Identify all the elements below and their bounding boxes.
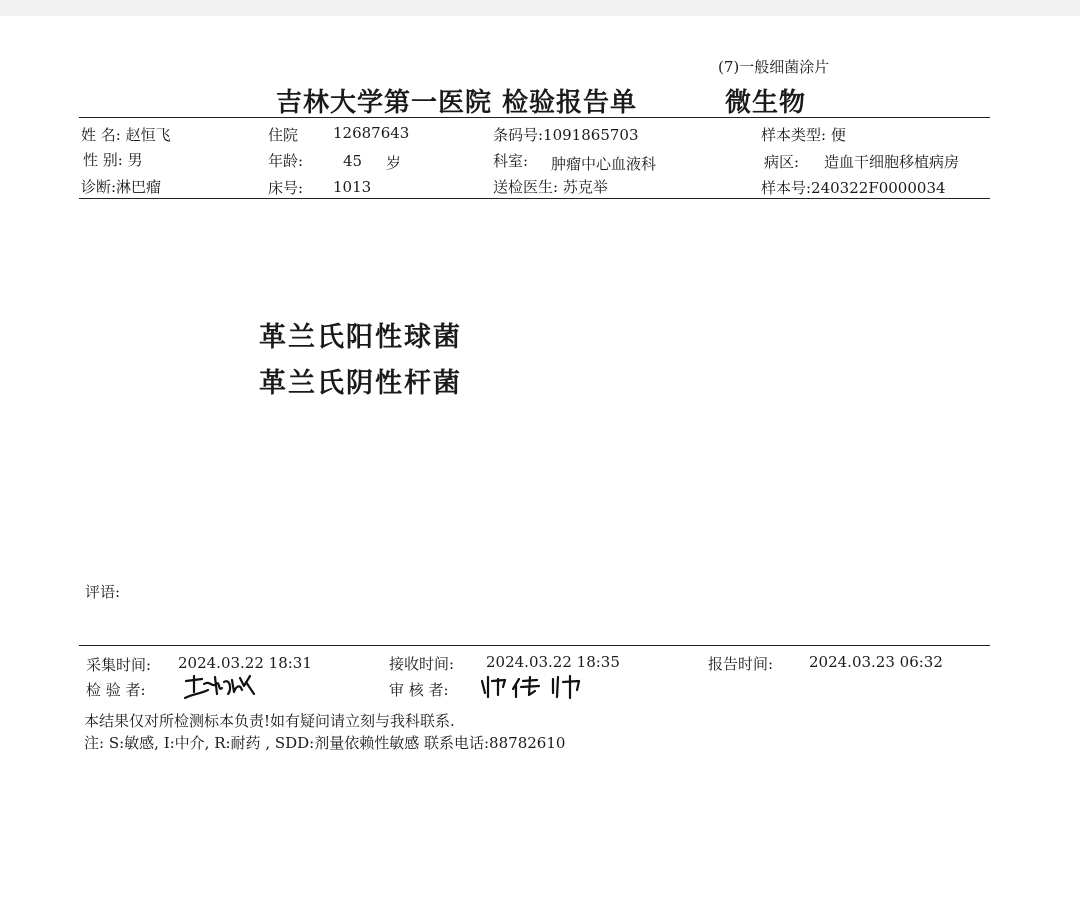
tester-label: 检 验 者: bbox=[86, 681, 146, 699]
admission-label: 住院 bbox=[268, 126, 299, 144]
collect-time-label: 采集时间: bbox=[86, 656, 152, 674]
receive-time: 2024.03.22 18:35 bbox=[486, 653, 620, 671]
patient-diagnosis: 诊断:淋巴瘤 bbox=[81, 178, 162, 196]
patient-name: 姓 名: 赵恒飞 bbox=[81, 126, 171, 144]
bed-number: 1013 bbox=[333, 178, 372, 196]
tester-signature bbox=[182, 672, 262, 702]
sample-type: 样本类型: 便 bbox=[761, 126, 846, 144]
ward-label: 病区: bbox=[764, 153, 800, 171]
report-title: 吉林大学第一医院 检验报告单 bbox=[276, 88, 638, 118]
header-divider-bottom bbox=[79, 198, 990, 199]
age-label: 年龄: bbox=[268, 152, 304, 170]
receive-time-label: 接收时间: bbox=[389, 655, 455, 673]
footer-divider bbox=[79, 645, 990, 646]
disclaimer: 本结果仅对所检测标本负责!如有疑问请立刻与我科联系. bbox=[84, 712, 455, 730]
collect-time: 2024.03.22 18:31 bbox=[178, 654, 312, 672]
report-category: 微生物 bbox=[725, 88, 807, 118]
department: 肿瘤中心血液科 bbox=[551, 155, 657, 173]
top-bar bbox=[0, 0, 1080, 16]
age-value: 45 bbox=[343, 152, 363, 170]
result-item: 革兰氏阳性球菌 bbox=[259, 322, 462, 353]
report-time: 2024.03.23 06:32 bbox=[809, 653, 943, 671]
report-time-label: 报告时间: bbox=[708, 655, 774, 673]
bed-label: 床号: bbox=[268, 179, 304, 197]
comment-label: 评语: bbox=[85, 583, 121, 601]
sample-number: 样本号:240322F0000034 bbox=[761, 179, 946, 197]
barcode: 条码号:1091865703 bbox=[493, 126, 639, 144]
age-unit: 岁 bbox=[386, 154, 402, 172]
department-label: 科室: bbox=[493, 152, 529, 170]
report-subtype: (7)一般细菌涂片 bbox=[718, 58, 830, 76]
header-divider-top bbox=[79, 117, 990, 118]
reviewer-label: 审 核 者: bbox=[389, 681, 449, 699]
result-item: 革兰氏阴性杆菌 bbox=[259, 368, 462, 399]
reviewer-signature bbox=[479, 673, 589, 701]
ward: 造血干细胞移植病房 bbox=[824, 153, 960, 171]
patient-gender: 性 别: 男 bbox=[83, 151, 143, 169]
admission-number: 12687643 bbox=[333, 124, 410, 142]
requesting-doctor: 送检医生: 苏克举 bbox=[493, 178, 608, 196]
abbreviation-note: 注: S:敏感, I:中介, R:耐药 , SDD:剂量依赖性敏感 联系电话:88782610 bbox=[84, 734, 566, 752]
